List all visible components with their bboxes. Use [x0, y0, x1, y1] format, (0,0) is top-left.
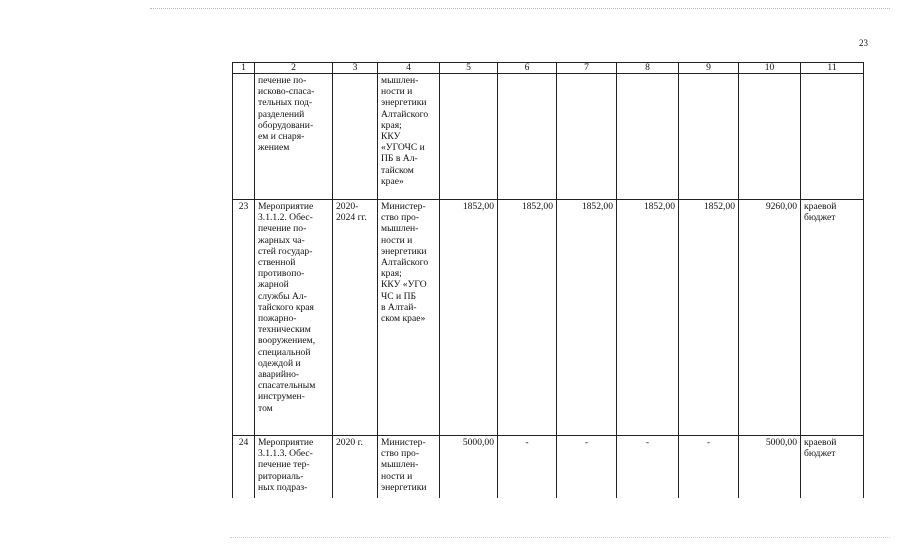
- column-header: 11: [801, 63, 864, 74]
- amount: 1852,00: [617, 200, 679, 436]
- amount: [617, 74, 679, 200]
- page-number: 23: [859, 38, 868, 48]
- total: 9260,00: [739, 200, 801, 436]
- amount: 5000,00: [440, 436, 498, 498]
- table-row: [233, 200, 864, 436]
- column-header: 2: [255, 63, 333, 74]
- period: [333, 74, 378, 200]
- scan-edge-bottom: [230, 537, 890, 538]
- executor: Министер- ство про- мышлен- ности и энергетики: [378, 436, 440, 498]
- amount: -: [498, 436, 557, 498]
- row-index: 24: [233, 436, 255, 498]
- measure-name: печение по- исково-спаса- тельных под- разделений оборудовани- ем и снаря- жением: [255, 74, 333, 200]
- funding-source: краевой бюджет: [801, 200, 864, 436]
- amount: 1852,00: [557, 200, 617, 436]
- amount: 1852,00: [440, 200, 498, 436]
- total: 5000,00: [739, 436, 801, 498]
- column-header: 9: [679, 63, 739, 74]
- table-row: [233, 74, 864, 200]
- measure-name: Мероприятие 3.1.1.2. Обес- печение по- жарных ча- стей государ- ственной противопо- жарной службы Ал- тайского края пожарно- техническим вооружением, специальной одеждой и аварийно- спасательным инструмен- том: [255, 200, 333, 436]
- amount: -: [679, 436, 739, 498]
- column-header: 5: [440, 63, 498, 74]
- amount: -: [557, 436, 617, 498]
- amount: 1852,00: [498, 200, 557, 436]
- period: 2020- 2024 гг.: [333, 200, 378, 436]
- amount: [679, 74, 739, 200]
- amount: -: [617, 436, 679, 498]
- funding-source: краевой бюджет: [801, 436, 864, 498]
- table-row: [233, 436, 864, 498]
- column-header: 7: [557, 63, 617, 74]
- executor: мышлен- ности и энергетики Алтайского края; ККУ «УГОЧС и ПБ в Ал- тайском крае»: [378, 74, 440, 200]
- amount: [498, 74, 557, 200]
- column-header: 3: [333, 63, 378, 74]
- funding-source: [801, 74, 864, 200]
- column-header: 8: [617, 63, 679, 74]
- total: [739, 74, 801, 200]
- budget-table: [232, 62, 864, 498]
- period: 2020 г.: [333, 436, 378, 498]
- executor: Министер- ство про- мышлен- ности и энергетики Алтайского края; ККУ «УГО ЧС и ПБ в Алтай- ском крае»: [378, 200, 440, 436]
- amount: [557, 74, 617, 200]
- column-header: 1: [233, 63, 255, 74]
- amount: 1852,00: [679, 200, 739, 436]
- column-header: 4: [378, 63, 440, 74]
- column-header: 6: [498, 63, 557, 74]
- header-row: [233, 63, 864, 74]
- amount: [440, 74, 498, 200]
- row-index: [233, 74, 255, 200]
- scan-edge-top: [150, 8, 890, 9]
- column-header: 10: [739, 63, 801, 74]
- row-index: 23: [233, 200, 255, 436]
- measure-name: Мероприятие 3.1.1.3. Обес- печение тер- риториаль- ных подраз-: [255, 436, 333, 498]
